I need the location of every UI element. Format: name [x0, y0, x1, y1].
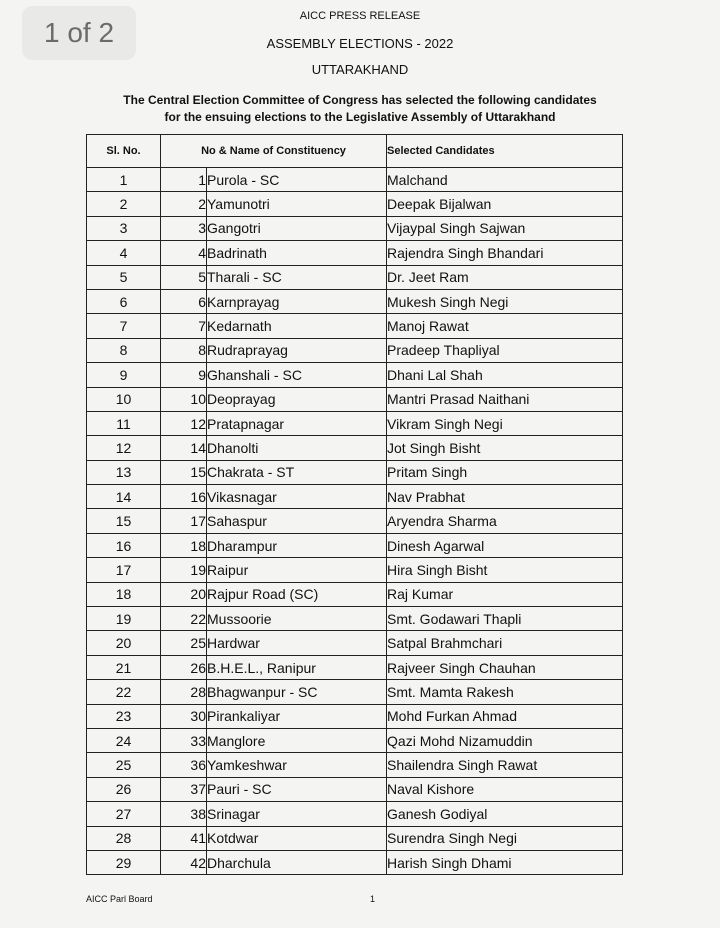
table-row	[87, 509, 623, 533]
candidate-name-cell: Smt. Mamta Rakesh	[387, 680, 623, 704]
constituency-number-cell: 16	[161, 485, 207, 509]
sl-number-cell: 23	[87, 704, 161, 728]
constituency-number-cell: 4	[161, 241, 207, 265]
constituency-name-cell: B.H.E.L., Ranipur	[207, 655, 387, 679]
column-header-sl-no: Sl. No.	[87, 135, 161, 168]
constituency-name-cell: Kedarnath	[207, 314, 387, 338]
table-row	[87, 826, 623, 850]
sl-number-cell: 19	[87, 607, 161, 631]
column-header-constituency: No & Name of Constituency	[161, 135, 387, 168]
candidate-name-cell: Hira Singh Bisht	[387, 558, 623, 582]
constituency-number-cell: 2	[161, 192, 207, 216]
constituency-name-cell: Sahaspur	[207, 509, 387, 533]
table-row	[87, 680, 623, 704]
constituency-name-cell: Kotdwar	[207, 826, 387, 850]
candidate-name-cell: Jot Singh Bisht	[387, 436, 623, 460]
table-body	[87, 168, 623, 875]
table-row	[87, 582, 623, 606]
constituency-name-cell: Pratapnagar	[207, 411, 387, 435]
table-row	[87, 314, 623, 338]
sl-number-cell: 5	[87, 265, 161, 289]
constituency-name-cell: Dharampur	[207, 533, 387, 557]
sl-number-cell: 28	[87, 826, 161, 850]
constituency-number-cell: 8	[161, 338, 207, 362]
table-row	[87, 607, 623, 631]
constituency-number-cell: 1	[161, 168, 207, 192]
sl-number-cell: 27	[87, 802, 161, 826]
candidate-name-cell: Pradeep Thapliyal	[387, 338, 623, 362]
candidate-name-cell: Rajveer Singh Chauhan	[387, 655, 623, 679]
candidate-name-cell: Dhani Lal Shah	[387, 363, 623, 387]
table-row	[87, 168, 623, 192]
constituency-name-cell: Srinagar	[207, 802, 387, 826]
table-row	[87, 460, 623, 484]
constituency-name-cell: Manglore	[207, 728, 387, 752]
table-row	[87, 411, 623, 435]
candidate-name-cell: Satpal Brahmchari	[387, 631, 623, 655]
table-header-row	[87, 135, 623, 168]
sl-number-cell: 14	[87, 485, 161, 509]
document-title: ASSEMBLY ELECTIONS - 2022	[266, 36, 454, 51]
constituency-number-cell: 20	[161, 582, 207, 606]
constituency-name-cell: Mussoorie	[207, 607, 387, 631]
candidate-name-cell: Deepak Bijalwan	[387, 192, 623, 216]
constituency-name-cell: Dhanolti	[207, 436, 387, 460]
constituency-number-cell: 7	[161, 314, 207, 338]
candidate-name-cell: Rajendra Singh Bhandari	[387, 241, 623, 265]
constituency-name-cell: Ghanshali - SC	[207, 363, 387, 387]
constituency-number-cell: 18	[161, 533, 207, 557]
column-header-candidates: Selected Candidates	[387, 135, 623, 168]
candidate-name-cell: Pritam Singh	[387, 460, 623, 484]
constituency-name-cell: Chakrata - ST	[207, 460, 387, 484]
constituency-number-cell: 36	[161, 753, 207, 777]
constituency-number-cell: 9	[161, 363, 207, 387]
candidate-name-cell: Aryendra Sharma	[387, 509, 623, 533]
constituency-name-cell: Yamkeshwar	[207, 753, 387, 777]
table-row	[87, 192, 623, 216]
candidate-name-cell: Smt. Godawari Thapli	[387, 607, 623, 631]
constituency-name-cell: Yamunotri	[207, 192, 387, 216]
constituency-number-cell: 12	[161, 411, 207, 435]
sl-number-cell: 4	[87, 241, 161, 265]
candidate-name-cell: Mukesh Singh Negi	[387, 289, 623, 313]
candidate-name-cell: Vikram Singh Negi	[387, 411, 623, 435]
table-row	[87, 338, 623, 362]
constituency-number-cell: 10	[161, 387, 207, 411]
constituency-name-cell: Rudraprayag	[207, 338, 387, 362]
sl-number-cell: 13	[87, 460, 161, 484]
constituency-name-cell: Deoprayag	[207, 387, 387, 411]
sl-number-cell: 24	[87, 728, 161, 752]
constituency-number-cell: 3	[161, 216, 207, 240]
sl-number-cell: 9	[87, 363, 161, 387]
sl-number-cell: 29	[87, 850, 161, 874]
constituency-name-cell: Rajpur Road (SC)	[207, 582, 387, 606]
constituency-number-cell: 37	[161, 777, 207, 801]
table-row	[87, 533, 623, 557]
sl-number-cell: 22	[87, 680, 161, 704]
sl-number-cell: 15	[87, 509, 161, 533]
constituency-number-cell: 41	[161, 826, 207, 850]
candidate-name-cell: Malchand	[387, 168, 623, 192]
constituency-name-cell: Hardwar	[207, 631, 387, 655]
candidate-name-cell: Qazi Mohd Nizamuddin	[387, 728, 623, 752]
constituency-name-cell: Bhagwanpur - SC	[207, 680, 387, 704]
sl-number-cell: 6	[87, 289, 161, 313]
constituency-number-cell: 19	[161, 558, 207, 582]
constituency-number-cell: 14	[161, 436, 207, 460]
table-row	[87, 241, 623, 265]
sl-number-cell: 18	[87, 582, 161, 606]
candidate-name-cell: Mantri Prasad Naithani	[387, 387, 623, 411]
sl-number-cell: 26	[87, 777, 161, 801]
sl-number-cell: 17	[87, 558, 161, 582]
table-row	[87, 436, 623, 460]
constituency-name-cell: Dharchula	[207, 850, 387, 874]
table-row	[87, 558, 623, 582]
table-row	[87, 753, 623, 777]
table-row	[87, 387, 623, 411]
candidate-name-cell: Manoj Rawat	[387, 314, 623, 338]
constituency-number-cell: 17	[161, 509, 207, 533]
candidate-name-cell: Harish Singh Dhami	[387, 850, 623, 874]
sl-number-cell: 2	[87, 192, 161, 216]
sl-number-cell: 10	[87, 387, 161, 411]
constituency-number-cell: 25	[161, 631, 207, 655]
constituency-number-cell: 28	[161, 680, 207, 704]
table-row	[87, 728, 623, 752]
table-row	[87, 704, 623, 728]
table-row	[87, 777, 623, 801]
intro-line-1: The Central Election Committee of Congress has selected the following candidates	[123, 93, 597, 107]
candidate-name-cell: Mohd Furkan Ahmad	[387, 704, 623, 728]
footer-board-label: AICC Parl Board	[86, 894, 153, 904]
table-row	[87, 802, 623, 826]
constituency-number-cell: 30	[161, 704, 207, 728]
footer-page-number: 1	[370, 894, 376, 904]
table-row	[87, 850, 623, 874]
constituency-name-cell: Vikasnagar	[207, 485, 387, 509]
constituency-number-cell: 42	[161, 850, 207, 874]
constituency-name-cell: Badrinath	[207, 241, 387, 265]
candidate-name-cell: Vijaypal Singh Sajwan	[387, 216, 623, 240]
constituency-name-cell: Pirankaliyar	[207, 704, 387, 728]
sl-number-cell: 11	[87, 411, 161, 435]
table-row	[87, 265, 623, 289]
constituency-number-cell: 15	[161, 460, 207, 484]
table-row	[87, 655, 623, 679]
press-release-label: AICC PRESS RELEASE	[299, 10, 421, 22]
constituency-number-cell: 26	[161, 655, 207, 679]
candidate-name-cell: Dr. Jeet Ram	[387, 265, 623, 289]
candidate-name-cell: Ganesh Godiyal	[387, 802, 623, 826]
constituency-name-cell: Raipur	[207, 558, 387, 582]
constituency-number-cell: 38	[161, 802, 207, 826]
constituency-number-cell: 33	[161, 728, 207, 752]
candidate-name-cell: Shailendra Singh Rawat	[387, 753, 623, 777]
sl-number-cell: 25	[87, 753, 161, 777]
sl-number-cell: 20	[87, 631, 161, 655]
candidates-table	[86, 134, 623, 875]
candidate-name-cell: Nav Prabhat	[387, 485, 623, 509]
sl-number-cell: 16	[87, 533, 161, 557]
table-row	[87, 485, 623, 509]
candidate-name-cell: Naval Kishore	[387, 777, 623, 801]
sl-number-cell: 7	[87, 314, 161, 338]
constituency-number-cell: 5	[161, 265, 207, 289]
sl-number-cell: 21	[87, 655, 161, 679]
state-name: UTTARAKHAND	[311, 62, 409, 77]
constituency-name-cell: Gangotri	[207, 216, 387, 240]
candidate-name-cell: Raj Kumar	[387, 582, 623, 606]
sl-number-cell: 3	[87, 216, 161, 240]
intro-line-2: for the ensuing elections to the Legislative Assembly of Uttarakhand	[164, 110, 556, 124]
constituency-name-cell: Tharali - SC	[207, 265, 387, 289]
constituency-name-cell: Karnprayag	[207, 289, 387, 313]
candidate-name-cell: Dinesh Agarwal	[387, 533, 623, 557]
constituency-name-cell: Pauri - SC	[207, 777, 387, 801]
table-row	[87, 216, 623, 240]
table-row	[87, 363, 623, 387]
candidate-name-cell: Surendra Singh Negi	[387, 826, 623, 850]
page-counter-badge: 1 of 2	[22, 6, 136, 60]
sl-number-cell: 8	[87, 338, 161, 362]
constituency-number-cell: 22	[161, 607, 207, 631]
intro-text	[0, 92, 720, 126]
constituency-name-cell: Purola - SC	[207, 168, 387, 192]
sl-number-cell: 12	[87, 436, 161, 460]
sl-number-cell: 1	[87, 168, 161, 192]
constituency-number-cell: 6	[161, 289, 207, 313]
table-row	[87, 289, 623, 313]
table-row	[87, 631, 623, 655]
